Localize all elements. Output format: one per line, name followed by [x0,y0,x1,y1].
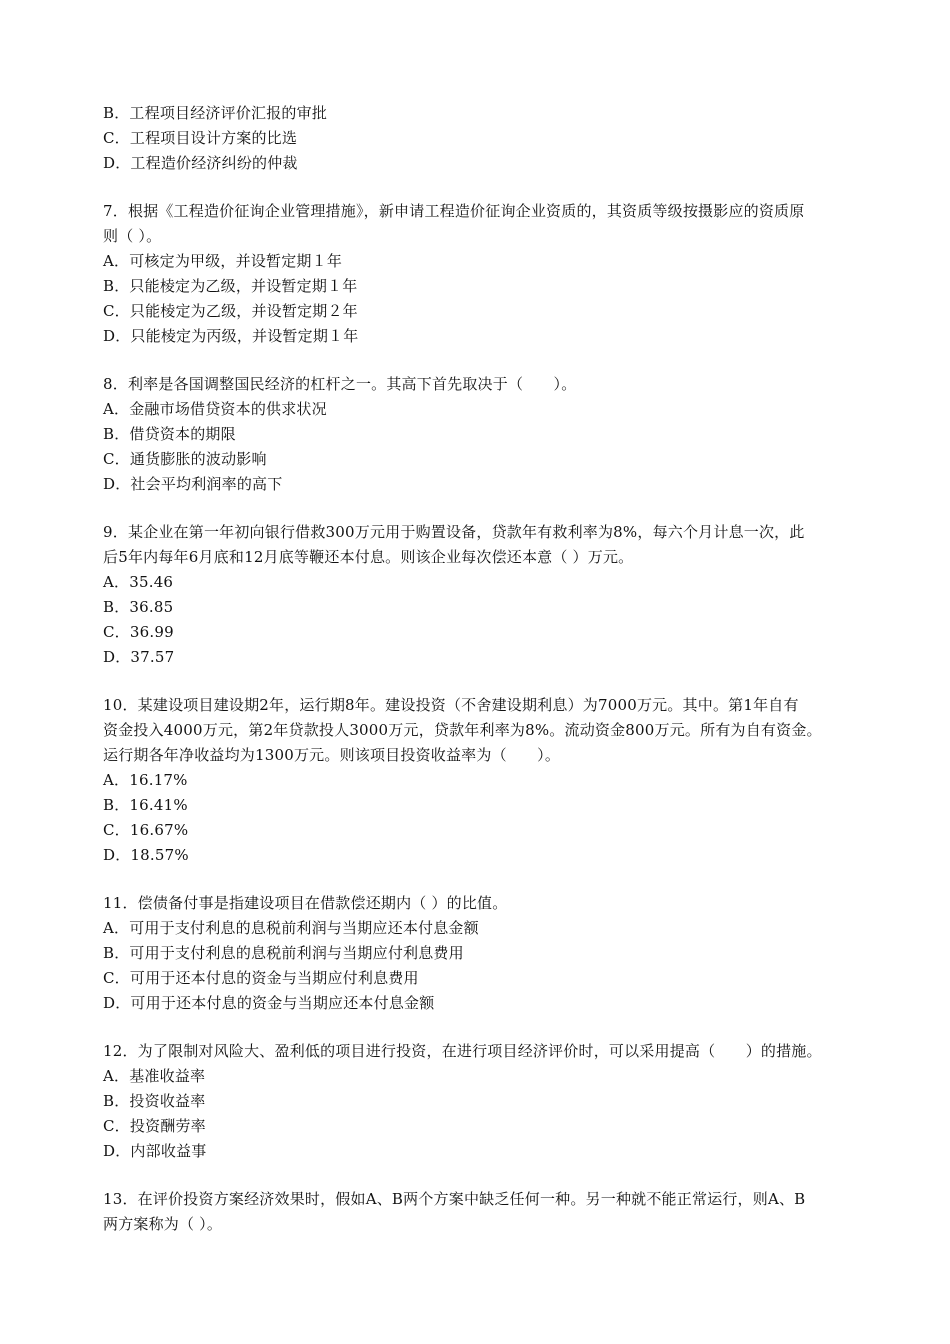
text-line: C．可用于还本付息的资金与当期应付利息费用 [103,969,419,987]
text-line: B．工程项目经济评价汇报的审批 [103,104,328,122]
text-line: C．工程项目设计方案的比选 [103,129,298,147]
text-line: 13．在评价投资方案经济效果时，假如A、B两个方案中缺乏任何一种。另一种就不能正常运行，则A、B [103,1190,806,1208]
text-line: A．16.17% [103,771,188,789]
text-line: A．35.46 [103,573,174,591]
text-line: 运行期各年净收益均为1300万元。则该项目投资收益率为（ ）。 [103,746,561,764]
text-line: 资金投入4000万元，第2年贷款投人3000万元，贷款年利率为8%。流动资金800万元。所有为自有资金。 [103,721,822,739]
paragraph-gap [103,868,923,891]
text-line: D．内部收益事 [103,1142,207,1160]
text-line: D．可用于还本付息的资金与当期应还本付息金额 [103,994,435,1012]
text-line: A．金融市场借贷资本的供求状况 [103,400,327,418]
text-line: B．可用于支付利息的息税前利润与当期应付利息费用 [103,944,464,962]
text-line: C．投资酬劳率 [103,1117,206,1135]
text-line: 7．根据《工程造价征询企业管理措施》，新申请工程造价征询企业资质的，其资质等级按摄影应的资质原 [103,202,805,220]
text-line: A．可核定为甲级，并设暂定期１年 [103,252,343,270]
text-line: C．通货膨胀的波动影响 [103,450,267,468]
text-line: A．基准收益率 [103,1067,206,1085]
text-line: D．37.57 [103,648,175,666]
paragraph-gap [103,1016,923,1039]
text-line: C．16.67% [103,821,189,839]
paragraph-gap [103,670,923,693]
text-line: B．只能棱定为乙级，并设暂定期１年 [103,277,358,295]
text-line: D．社会平均利润率的高下 [103,475,283,493]
text-line: 12．为了限制对风险大、盈利低的项目进行投资，在进行项目经济评价时，可以采用提高（ ）的措施。 [103,1042,822,1060]
text-line: B．投资收益率 [103,1092,206,1110]
text-line: D．18.57% [103,846,189,864]
text-line: D．只能棱定为丙级，并设暂定期１年 [103,327,359,345]
text-line: 后5年内每年6月底和12月底等鞭还本付息。则该企业每次偿还本意（ ）万元。 [103,548,634,566]
text-line: C．只能棱定为乙级，并设暂定期２年 [103,302,358,320]
text-line: A．可用于支付利息的息税前利润与当期应还本付息金额 [103,919,479,937]
text-line: 10．某建设项目建设期2年，运行期8年。建设投资（不舍建设期利息）为7000万元。其中。第1年自有 [103,696,799,714]
text-line: B．借贷资本的期限 [103,425,236,443]
paragraph-gap [103,176,923,199]
text-line: 9．某企业在第一年初向银行借救300万元用于购置设备，贷款年有救利率为8%，每六个月计息一次，此 [103,523,805,541]
text-line: C．36.99 [103,623,174,641]
paragraph-gap [103,1164,923,1187]
text-line: D．工程造价经济纠纷的仲裁 [103,154,298,172]
text-line: 8．利率是各国调整国民经济的杠杆之一。其高下首先取决于（ ）。 [103,375,577,393]
document-body [103,101,923,1237]
text-line: B．16.41% [103,796,188,814]
paragraph-gap [103,349,923,372]
text-line: 则（ ）。 [103,227,162,245]
text-line: 11．偿债备付事是指建设项目在借款偿还期内（ ）的比值。 [103,894,508,912]
text-line: 两方案称为（ ）。 [103,1215,223,1233]
text-line: B．36.85 [103,598,174,616]
paragraph-gap [103,497,923,520]
